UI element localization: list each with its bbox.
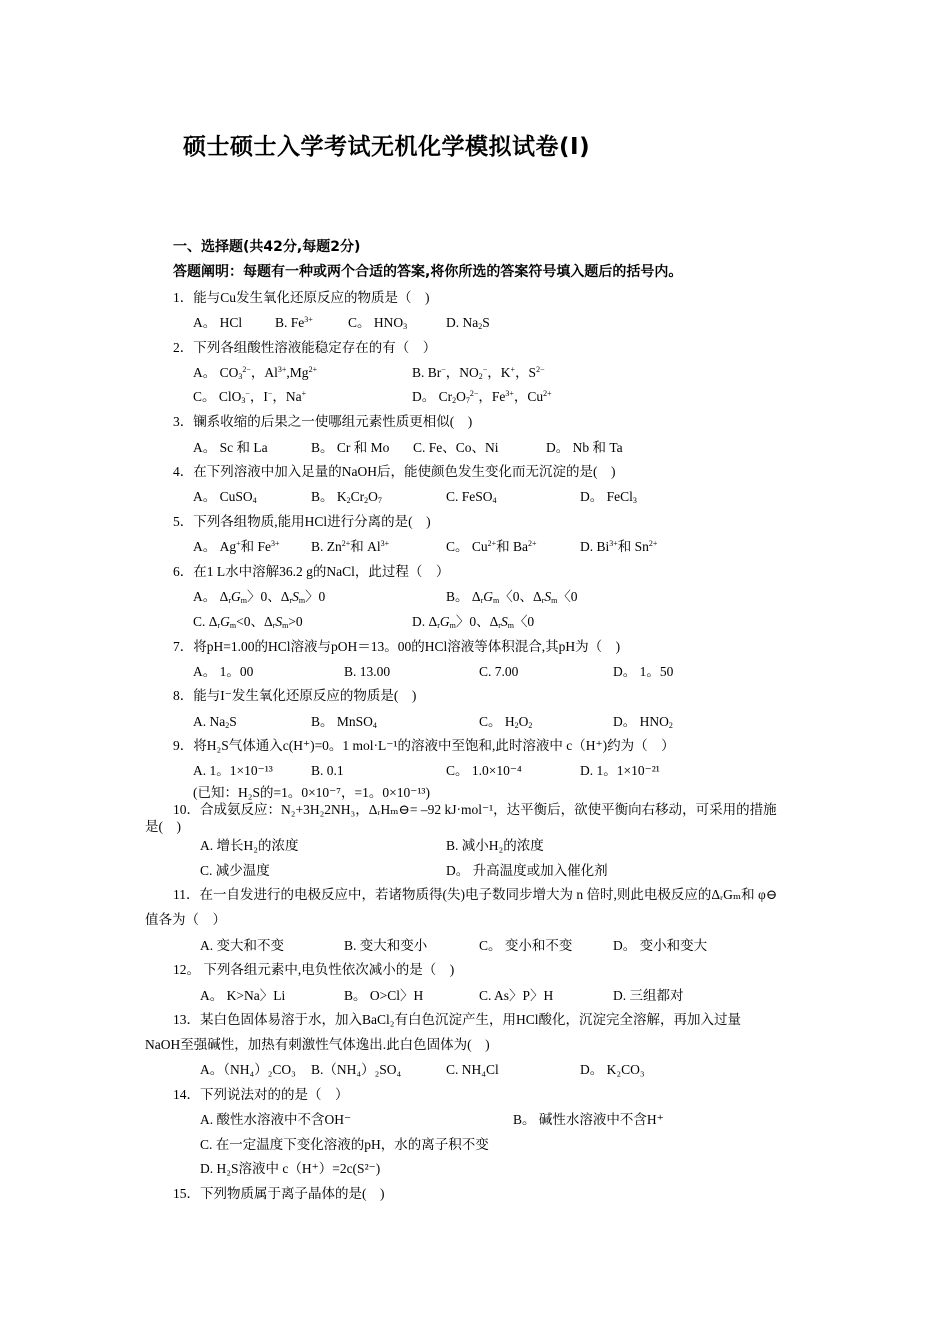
q13-option-a: A。（NH₄）₂CO₃ — [200, 1062, 296, 1077]
q2-option-a: A。 $CO_3^{2-}$，$Al^{3+},Mg^{2+}$ — [193, 365, 318, 381]
q11-option-c: C。 变小和不变 — [479, 938, 573, 953]
q7-option-a: A。 1。00 — [193, 664, 254, 679]
q9-note: (已知：H₂S的=1。0×10⁻⁷，=1。0×10⁻¹³) — [193, 785, 430, 800]
q11-option-b: B. 变大和变小 — [344, 938, 428, 953]
q13-option-b: B.（NH₄）₂SO₄ — [311, 1062, 402, 1077]
q1-option-c: C。 $HNO_3$ — [348, 315, 408, 331]
q11-option-a: A. 变大和不变 — [200, 938, 284, 953]
q14-option-c: C. 在一定温度下变化溶液的pH，水的离子积不变 — [200, 1137, 489, 1152]
q4-option-b: B。 $K_2Cr_2O_7$ — [311, 489, 382, 505]
q3-option-b: B。 Cr 和 Mo — [311, 440, 390, 455]
q10-option-b: B. 减小H₂的浓度 — [446, 838, 544, 853]
section-header: 一、选择题(共42分,每题2分) — [173, 239, 361, 255]
q4-option-d: D。 FeCl$_3$ — [580, 489, 637, 505]
q12-option-d: D. 三组都对 — [613, 988, 684, 1003]
question-14-stem: 14．下列说法对的的是（ ） — [173, 1087, 349, 1102]
q6-option-b: B。 $\Delta_rG_m$〈0、$\Delta_rS_m$〈0 — [446, 589, 578, 605]
page-title: 硕士硕士入学考试无机化学模拟试卷(Ⅰ) — [183, 134, 591, 160]
q1-option-b: B. $Fe^{3+}$ — [275, 315, 313, 330]
question-5-stem: 5．下列各组物质,能用HCl进行分离的是( ) — [173, 514, 431, 529]
question-1-stem: 1．能与Cu发生氧化还原反应的物质是（ ) — [173, 290, 430, 305]
q7-option-b: B. 13.00 — [344, 664, 391, 679]
q7-option-d: D。 1。50 — [613, 664, 674, 679]
q11-option-d: D。 变小和变大 — [613, 938, 708, 953]
q5-option-c: C。 $Cu^{2+}$和 $Ba^{2+}$ — [446, 539, 537, 554]
question-12-stem: 12。 下列各组元素中,电负性依次减小的是（ ) — [173, 962, 455, 977]
question-7-stem: 7．将pH=1.00的HCl溶液与pOH＝13。00的HCl溶液等体积混合,其pH为（ ) — [173, 639, 621, 654]
question-4-stem: 4．在下列溶液中加入足量的NaOH后，能使颜色发生变化而无沉淀的是( ) — [173, 464, 616, 479]
q3-option-d: D。 Nb 和 Ta — [546, 440, 623, 455]
q9-option-b: B. 0.1 — [311, 763, 344, 778]
section-instruction: 答题阐明：每题有一种或两个合适的答案,将你所选的答案符号填入题后的括号内。 — [173, 264, 683, 280]
q3-option-a: A。 Sc 和 La — [193, 440, 268, 455]
question-11-line1: 11．在一自发进行的电极反应中，若诸物质得(失)电子数同步增大为 n 倍时,则此电极反应的ΔᵣGₘ和 φ⊖ — [173, 887, 778, 902]
q3-option-c: C. Fe、Co、Ni — [413, 440, 499, 455]
q1-option-d: D. $Na_2S$ — [446, 315, 490, 331]
q10-option-a: A. 增长H₂的浓度 — [200, 838, 299, 853]
q6-option-c: C. $\Delta_rG_m<0$、$\Delta_rS_m>0$ — [193, 614, 303, 630]
question-13-line1: 13．某白色固体易溶于水，加入BaCl₂有白色沉淀产生，用HCl酸化，沉淀完全溶解，再加入过量 — [173, 1012, 741, 1027]
question-3-stem: 3．镧系收缩的后果之一使哪组元素性质更相似( ) — [173, 414, 473, 429]
q13-option-c: C. NH₄Cl — [446, 1062, 499, 1077]
q6-option-d: D. $\Delta_rG_m$〉0、$\Delta_rS_m$〈0 — [412, 614, 535, 630]
q14-option-b: B。 碱性水溶液中不含H⁺ — [513, 1112, 664, 1127]
question-8-stem: 8．能与I⁻发生氧化还原反应的物质是( ) — [173, 688, 417, 703]
question-11-line2: 值各为（ ） — [145, 912, 226, 927]
q8-option-d: D。 $HNO_2$ — [613, 714, 673, 730]
q2-option-c: C。 ClO$_3$−，I−，Na+ — [193, 389, 307, 405]
q12-option-c: C. As〉P〉H — [479, 988, 554, 1003]
q2-option-d: D。 $Cr_2O_7^{2-}$，$Fe^{3+}$，$Cu^{2+}$ — [412, 389, 552, 405]
q8-option-a: A. $Na_2S$ — [193, 714, 237, 730]
q14-option-d: D. H₂S溶液中 c（H⁺）=2c(S²⁻) — [200, 1161, 381, 1176]
q9-option-d: D. 1。1×10⁻²¹ — [580, 763, 660, 778]
q10-option-d: D。 升高温度或加入催化剂 — [446, 863, 608, 878]
q12-option-b: B。 O>Cl〉H — [344, 988, 424, 1003]
question-15-stem: 15．下列物质属于离子晶体的是( ) — [173, 1186, 385, 1201]
q5-option-b: B. $Zn^{2+}$和 $Al^{3+}$ — [311, 539, 390, 554]
question-9-stem: 9．将H₂S气体通入c(H⁺)=0。1 mol·L⁻¹的溶液中至饱和,此时溶液中 c（H⁺)约为（ ） — [173, 738, 675, 753]
question-13-line2: NaOH至强碱性，加热有刺激性气体逸出.此白色固体为( ) — [145, 1037, 490, 1052]
question-10-line2: 是( ) — [145, 819, 181, 834]
q4-option-c: C. FeSO$_4$ — [446, 489, 497, 505]
q8-option-c: C。 $H_2O_2$ — [479, 714, 533, 730]
q9-option-c: C。 1.0×10⁻⁴ — [446, 763, 522, 778]
q8-option-b: B。 MnSO$_4$ — [311, 714, 377, 730]
q14-option-a: A. 酸性水溶液中不含OH⁻ — [200, 1112, 352, 1127]
q5-option-d: D. $Bi^{3+}$和 $Sn^{2+}$ — [580, 539, 658, 554]
q13-option-d: D。 K₂CO₃ — [580, 1062, 645, 1077]
question-10-line1: 10．合成氨反应：N₂+3H₂2NH₃，ΔᵣHₘ⊖= –92 kJ·mol⁻¹，达平衡后，欲使平衡向右移动，可采用的措施 — [173, 802, 777, 817]
q10-option-c: C. 减少温度 — [200, 863, 270, 878]
q6-option-a: A。 $\Delta_rG_m$〉0、$\Delta_rS_m$〉0 — [193, 589, 326, 605]
q5-option-a: A。 Ag+和 $Fe^{3+}$ — [193, 539, 280, 554]
q1-option-a: A。 HCl — [193, 315, 243, 330]
q7-option-c: C. 7.00 — [479, 664, 519, 679]
q2-option-b: B. Br−，$NO_2^-$，K+，$S^{2-}$ — [412, 365, 545, 381]
question-2-stem: 2．下列各组酸性溶液能稳定存在的有（ ） — [173, 340, 437, 355]
question-6-stem: 6．在1 L水中溶解36.2 g的NaCl，此过程（ ） — [173, 564, 450, 579]
q4-option-a: A。 CuSO$_4$ — [193, 489, 257, 505]
q12-option-a: A。 K>Na〉Li — [200, 988, 286, 1003]
q9-option-a: A. 1。1×10⁻¹³ — [193, 763, 273, 778]
